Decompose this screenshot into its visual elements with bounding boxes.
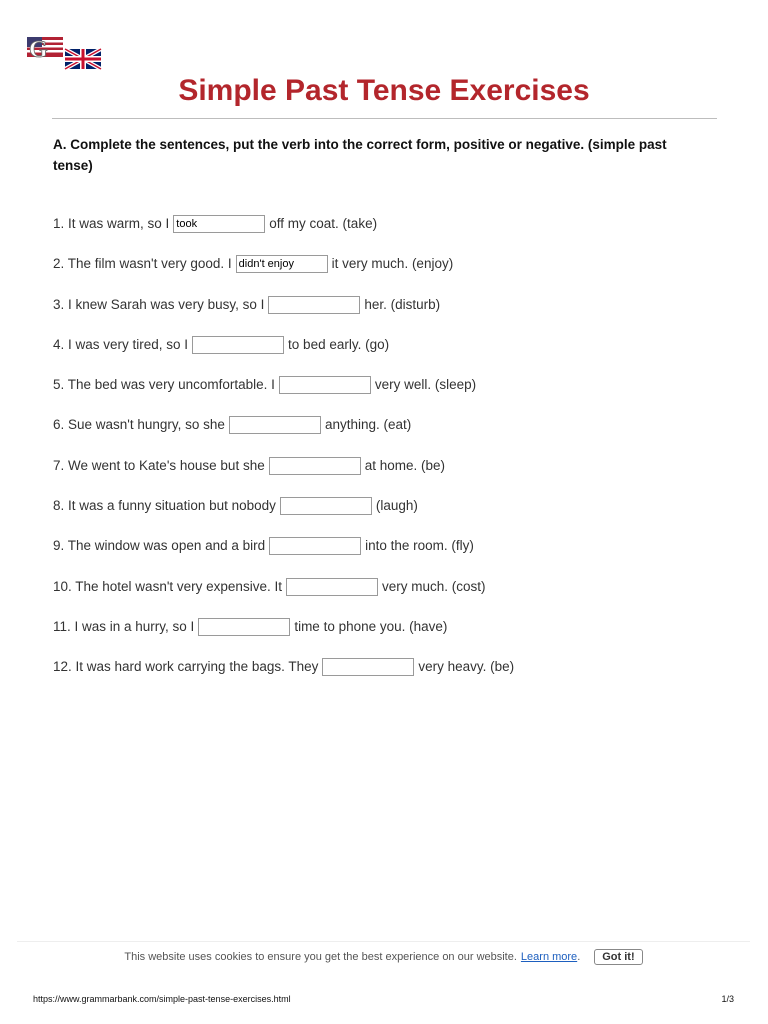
sentence-end: into the room. (fly) [365,538,474,554]
exercise-item-10 [53,577,733,617]
answer-input-5[interactable] [279,376,371,394]
sentence-end: (laugh) [375,498,418,514]
title-divider [52,118,717,119]
answer-input-12[interactable] [322,658,414,676]
sentence-start: 11. I was in a hurry, so I [53,618,195,634]
exercise-item-11 [53,617,733,657]
svg-text:G: G [29,37,48,63]
sentence-end: very much. (cost) [381,578,486,594]
answer-input-9[interactable] [269,537,361,555]
sentence-start: 8. It was a funny situation but nobody [53,498,276,514]
exercise-item-4 [53,335,733,375]
sentence-start: 2. The film wasn't very good. I [53,256,232,272]
sentence-start: 10. The hotel wasn't very expensive. It [53,578,282,594]
sentence-start: 6. Sue wasn't hungry, so she [53,417,225,433]
sentence-start: 5. The bed was very uncomfortable. I [53,377,275,393]
cookie-message: This website uses cookies to ensure you get the best experience on our website. [124,951,517,963]
exercise-instruction: A. Complete the sentences, put the verb into the correct form, positive or negative. (simple past tense) [53,137,667,173]
cookie-period: . [577,951,581,963]
sentence-end: very heavy. (be) [418,659,515,675]
learn-more-link[interactable]: Learn more [520,951,578,963]
exercise-item-3 [53,295,733,335]
sentence-start: 4. I was very tired, so I [53,336,189,352]
got-it-button[interactable]: Got it! [594,949,642,965]
answer-input-4[interactable] [192,336,284,354]
exercise-item-8 [53,496,733,536]
exercise-item-5 [53,375,733,415]
sentence-start: 12. It was hard work carrying the bags. They [53,659,319,675]
exercise-item-12 [53,657,733,697]
sentence-start: 7. We went to Kate's house but she [53,457,265,473]
sentence-end: it very much. (enjoy) [331,256,454,272]
answer-input-10[interactable] [286,578,378,596]
sentence-end: to bed early. (go) [288,336,390,352]
sentence-end: time to phone you. (have) [294,618,448,634]
answer-input-3[interactable] [268,296,360,314]
grammarbank-logo[interactable] [27,35,103,71]
sentence-end: off my coat. (take) [269,216,378,231]
exercise-list [53,214,733,698]
exercise-item-2 [53,254,733,294]
exercise-item-7 [53,456,733,496]
answer-input-2[interactable] [236,255,328,273]
sentence-end: very well. (sleep) [374,377,477,393]
page-title: Simple Past Tense Exercises [178,74,590,107]
answer-input-8[interactable] [280,497,372,515]
footer-url: https://www.grammarbank.com/simple-past-tense-exercises.html [33,994,291,1004]
cookie-banner [17,941,750,972]
page-number: 1/3 [721,994,734,1004]
logo-flags-icon [27,35,103,71]
answer-input-1[interactable] [173,215,265,233]
exercise-item-9 [53,536,733,576]
answer-input-6[interactable] [229,416,321,434]
exercise-item-1 [53,214,733,254]
answer-input-7[interactable] [269,457,361,475]
sentence-start: 9. The window was open and a bird [53,538,266,554]
sentence-start: 1. It was warm, so I [53,216,170,231]
exercise-item-6 [53,415,733,455]
sentence-start: 3. I knew Sarah was very busy, so I [53,296,265,312]
answer-input-11[interactable] [198,618,290,636]
sentence-end: anything. (eat) [324,417,412,433]
sentence-end: at home. (be) [364,457,446,473]
sentence-end: her. (disturb) [364,296,441,312]
